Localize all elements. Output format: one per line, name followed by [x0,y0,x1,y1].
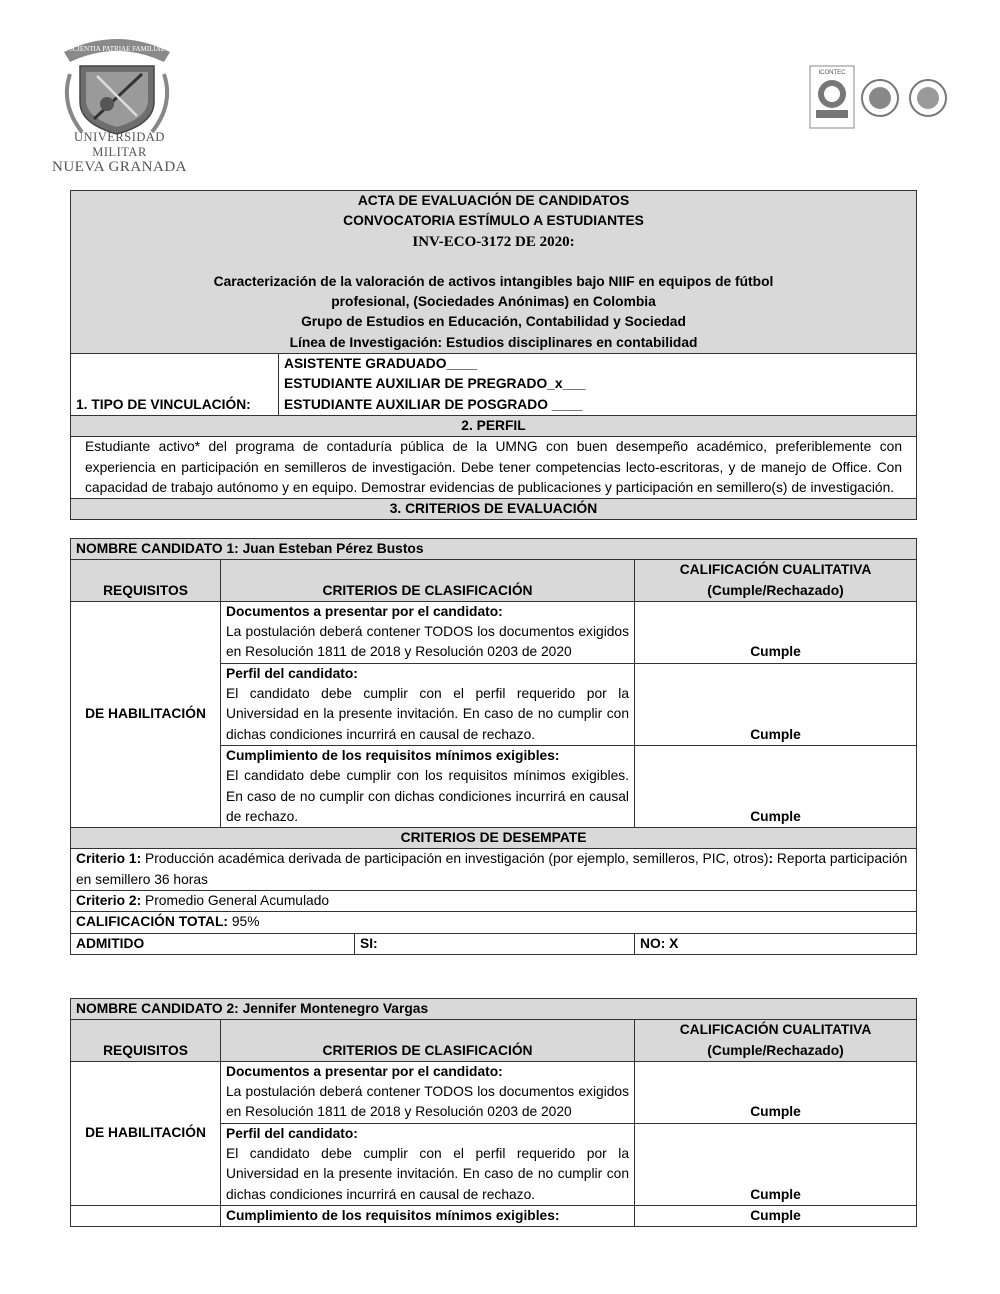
criterio-perfil-text: El candidato debe cumplir con el perfil requerido por la Universidad en la presente invitación. En caso de no cumplir con dichas condiciones incurrirá en causal de rechazo. [226,686,629,742]
candidate2-result-perfil: Cumple [635,1123,917,1205]
criterios-header: CRITERIOS DE CLASIFICACIÓN [221,560,635,602]
calificacion-header-2-line2: (Cumple/Rechazado) [707,1042,844,1058]
criterio-documentos-2 [221,1061,635,1123]
candidate2-result-minimos: Cumple [635,1205,917,1226]
candidate2-table [70,998,917,1227]
vinculacion-options [279,354,917,416]
criterios-header-2: CRITERIOS DE CLASIFICACIÓN [221,1020,635,1062]
title-line1: ACTA DE EVALUACIÓN DE CANDIDATOS [357,193,630,208]
university-name [52,130,187,175]
criterio2-row [71,891,917,912]
candidate1-result-perfil: Cumple [635,663,917,745]
criterio1-colon: : [768,851,774,867]
calificacion-header [635,560,917,602]
evaluation-header-table [70,190,917,520]
admitido-no: NO: X [635,933,917,954]
convocatoria-code: INV-ECO-3172 DE 2020: [412,233,575,250]
icontec-label: ICONTEC [818,70,846,76]
admitido-label: ADMITIDO [71,933,355,954]
criterio1-row [71,849,917,891]
criterio-minimos-title: Cumplimiento de los requisitos mínimos exigibles: [226,747,560,763]
calificacion-total-row [71,912,917,933]
criterio-documentos-2-title: Documentos a presentar por el candidato: [226,1063,503,1079]
habilitacion-empty-cell [71,1205,221,1226]
university-name-line1: UNIVERSIDAD MILITAR [74,130,165,159]
criterio-perfil [221,663,635,745]
criterio-documentos-2-text: La postulación deberá contener TODOS los documentos exigidos en Resolución 1811 de 2018 y Resolución 0203 de 2020 [226,1084,629,1120]
habilitacion-label-2: DE HABILITACIÓN [71,1061,221,1205]
criterio-documentos-title: Documentos a presentar por el candidato: [226,603,503,619]
criterio-minimos [221,745,635,827]
calificacion-header-line1: CALIFICACIÓN CUALITATIVA [679,562,872,578]
calificacion-header-line2: (Cumple/Rechazado) [707,582,844,598]
admitido-si: SI: [355,933,635,954]
calificacion-total-label: CALIFICACIÓN TOTAL: [76,914,229,930]
candidate2-name: NOMBRE CANDIDATO 2: Jennifer Montenegro Vargas [71,999,917,1020]
vinculacion-label: 1. TIPO DE VINCULACIÓN: [71,354,279,416]
candidate1-result-minimos: Cumple [635,745,917,827]
criterio-minimos-text: El candidato debe cumplir con los requisitos mínimos exigibles. En caso de no cumplir con dichas condiciones incurrirá en causal de rechazo. [226,768,629,824]
habilitacion-label: DE HABILITACIÓN [71,601,221,827]
icontec-certification-logos [808,64,954,130]
criterio-perfil-2 [221,1123,635,1205]
candidate1-name: NOMBRE CANDIDATO 1: Juan Esteban Pérez Bustos [71,539,917,560]
research-line: Línea de Investigación: Estudios disciplinares en contabilidad [289,334,698,350]
title-block [71,191,917,354]
requisitos-header-2: REQUISITOS [71,1020,221,1062]
calificacion-header-2-line1: CALIFICACIÓN CUALITATIVA [679,1022,872,1038]
vinculacion-option-posgrado: ESTUDIANTE AUXILIAR DE POSGRADO ____ [284,396,583,412]
candidate2-result-documentos: Cumple [635,1061,917,1123]
criterio-minimos-2-title: Cumplimiento de los requisitos mínimos exigibles: [221,1205,635,1226]
candidate1-table [70,538,917,955]
desempate-heading: CRITERIOS DE DESEMPATE [71,828,917,849]
criterio-documentos-text: La postulación deberá contener TODOS los documentos exigidos en Resolución 1811 de 2018 y Resolución 0203 de 2020 [226,624,629,660]
research-group: Grupo de Estudios en Educación, Contabilidad y Sociedad [301,314,686,330]
criterio-documentos [221,601,635,663]
crest-motto: SCIENTIA PATRIAE FAMILIAE [68,45,166,53]
project-title-line2: profesional, (Sociedades Anónimas) en Colombia [331,294,656,310]
requisitos-header: REQUISITOS [71,560,221,602]
criterio1-result: Reporta participación en semillero 36 horas [76,851,908,887]
criterio-perfil-title: Perfil del candidato: [226,665,358,681]
calificacion-total-value: 95% [228,914,260,930]
vinculacion-option-graduado: ASISTENTE GRADUADO____ [284,356,478,372]
criterio2-label: Criterio 2: [76,893,142,909]
criterio1-label: Criterio 1: [76,851,142,867]
project-title-line1: Caracterización de la valoración de activos intangibles bajo NIIF en equipos de fútbol [213,273,774,289]
perfil-heading: 2. PERFIL [71,415,917,436]
perfil-text: Estudiante activo* del programa de contaduría pública de la UMNG con buen desempeño académico, preferiblemente con experiencia en participación en semilleros de investigación. Debe tener competencias lecto-escritoras, y de manejo de Office. Con capacidad de trabajo autónomo y en equipo. Demostrar evidencias de publicaciones y participación en semillero(s) de investigación. [71,437,917,499]
criterio1-text: Producción académica derivada de participación en investigación (por ejemplo, semilleros, PIC, otros) [141,851,769,867]
criterios-heading: 3. CRITERIOS DE EVALUACIÓN [71,499,917,520]
criterio-perfil-2-text: El candidato debe cumplir con el perfil requerido por la Universidad en la presente invitación. En caso de no cumplir con dichas condiciones incurrirá en causal de rechazo. [226,1146,629,1202]
candidate1-result-documentos: Cumple [635,601,917,663]
criterio2-text: Promedio General Acumulado [141,893,330,909]
calificacion-header-2 [635,1020,917,1062]
title-line2: CONVOCATORIA ESTÍMULO A ESTUDIANTES [343,213,644,229]
criterio-perfil-2-title: Perfil del candidato: [226,1125,358,1141]
university-name-line2: NUEVA GRANADA [52,159,187,175]
vinculacion-option-pregrado: ESTUDIANTE AUXILIAR DE PREGRADO_x___ [284,376,586,392]
